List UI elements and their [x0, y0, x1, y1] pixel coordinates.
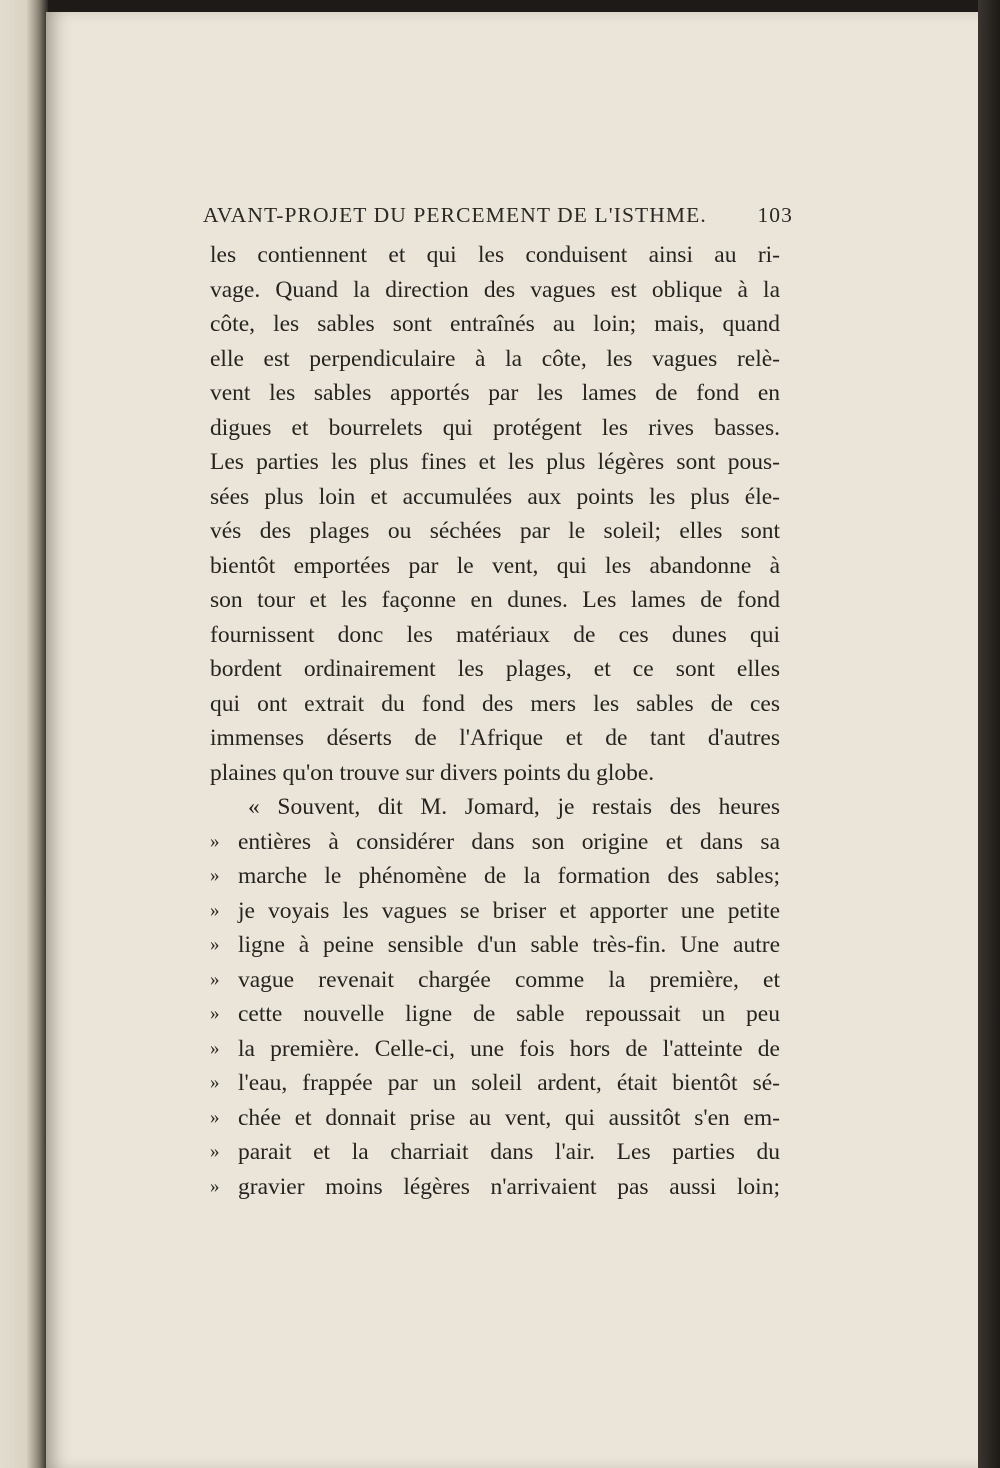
text-line: son tour et les façonne en dunes. Les lames de fond — [210, 587, 780, 613]
quote-opening-line: « Souvent, dit M. Jomard, je restais des heures — [248, 794, 780, 820]
text-line: Les parties les plus fines et les plus légères sont pous- — [210, 449, 780, 475]
quote-line — [210, 963, 780, 998]
book-gutter — [0, 0, 48, 1468]
quote-line — [210, 1170, 780, 1205]
quote-line — [210, 1066, 780, 1101]
quote-line — [210, 1101, 780, 1136]
text-line: fournissent donc les matériaux de ces dunes qui — [210, 621, 780, 648]
quote-line — [210, 894, 780, 929]
quote-line — [210, 859, 780, 894]
quote-line — [210, 1032, 780, 1067]
quote-line — [210, 1135, 780, 1170]
text-line: vés des plages ou séchées par le soleil; elles sont — [210, 518, 780, 544]
quote-mark: » — [210, 1037, 220, 1059]
quote-line-text: parait et la charriait dans l'air. Les parties du — [238, 1139, 780, 1165]
text-line: les contiennent et qui les conduisent ainsi au ri- — [210, 242, 780, 268]
quote-mark: » — [210, 1106, 220, 1128]
quote-line — [210, 997, 780, 1032]
quote-line — [210, 825, 780, 860]
quote-line-text: la première. Celle-ci, une fois hors de l'atteinte de — [238, 1035, 780, 1062]
body-text — [210, 238, 780, 1204]
quote-line-text: marche le phénomène de la formation des sables; — [238, 863, 780, 889]
quote-line-text: entières à considérer dans son origine et dans sa — [238, 828, 780, 855]
quote-mark: » — [210, 1003, 220, 1024]
quote-mark: » — [210, 968, 220, 990]
quote-line-text: chée et donnait prise au vent, qui aussitôt s'en em- — [238, 1104, 780, 1131]
text-line: vage. Quand la direction des vagues est oblique à la — [210, 276, 780, 303]
quote-line — [210, 928, 780, 963]
quote-line-text: cette nouvelle ligne de sable repoussait un peu — [238, 1001, 780, 1027]
quote-mark: » — [210, 1141, 220, 1162]
text-line: plaines qu'on trouve sur divers points du globe. — [210, 759, 655, 786]
quote-mark: » — [210, 1072, 220, 1093]
running-header — [203, 203, 793, 228]
text-line: côte, les sables sont entraînés au loin; mais, quand — [210, 311, 780, 337]
quote-mark: » — [210, 865, 220, 886]
text-line: digues et bourrelets qui protégent les rives basses. — [210, 414, 780, 441]
text-line: elle est perpendiculaire à la côte, les vagues relè- — [210, 345, 780, 372]
text-line: vent les sables apportés par les lames de fond en — [210, 380, 780, 406]
text-line: immenses déserts de l'Afrique et de tant d'autres — [210, 725, 780, 751]
quote-mark: » — [210, 1175, 220, 1197]
page-edge — [978, 0, 1000, 1468]
running-title: AVANT-PROJET DU PERCEMENT DE L'ISTHME. — [203, 203, 707, 227]
quote-line-text: gravier moins légères n'arrivaient pas aussi loin; — [238, 1173, 780, 1200]
quote-mark: » — [210, 899, 220, 921]
quote-mark: » — [210, 830, 220, 852]
quote-line-text: ligne à peine sensible d'un sable très-fin. Une autre — [238, 932, 780, 958]
quote-line-text: l'eau, frappée par un soleil ardent, était bientôt sé- — [238, 1070, 780, 1096]
quote-line-text: vague revenait chargée comme la première, et — [238, 966, 780, 993]
text-line: sées plus loin et accumulées aux points les plus éle- — [210, 483, 780, 510]
page-number: 103 — [757, 203, 793, 227]
quote-line-text: je voyais les vagues se briser et apporter une petite — [238, 897, 780, 924]
text-line: qui ont extrait du fond des mers les sables de ces — [210, 690, 780, 717]
quote-mark: » — [210, 934, 220, 955]
text-line: bientôt emportées par le vent, qui les abandonne à — [210, 552, 780, 579]
text-line: bordent ordinairement les plages, et ce sont elles — [210, 656, 780, 682]
